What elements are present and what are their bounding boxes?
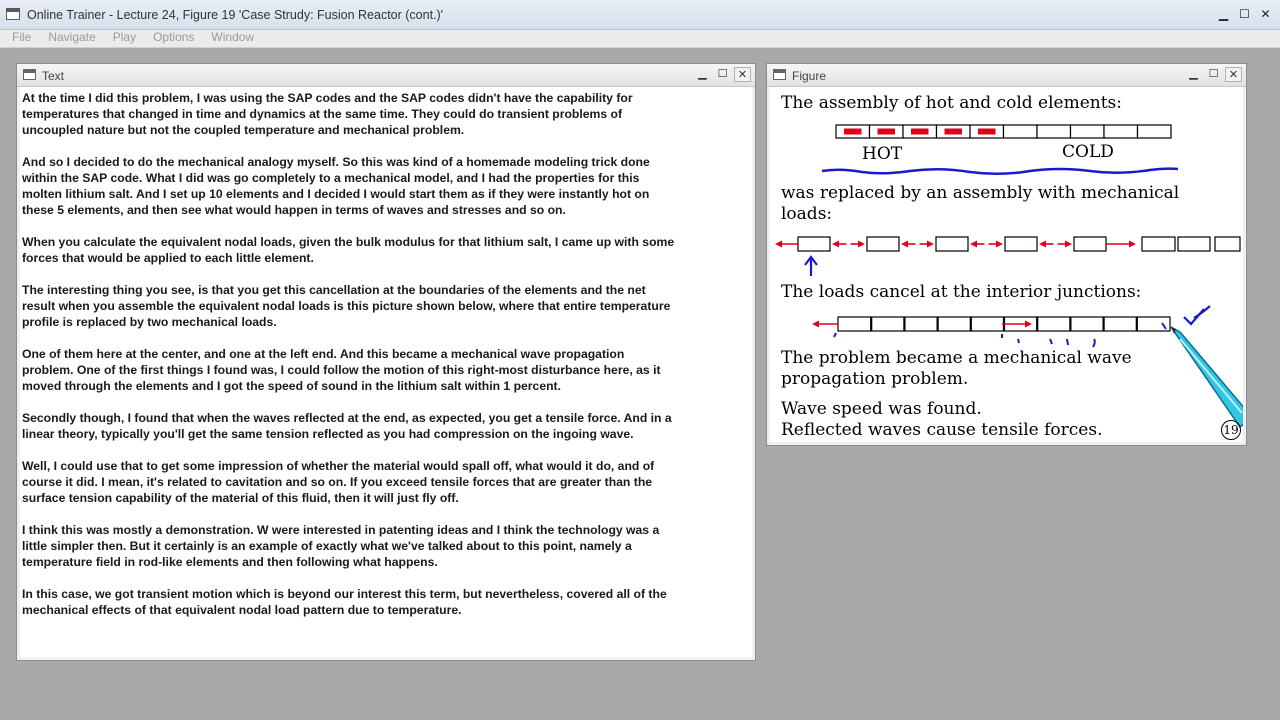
load-arrow-head <box>1065 241 1072 248</box>
figure-panel-title: Figure <box>792 69 827 83</box>
separated-element <box>1005 237 1037 251</box>
window-controls <box>1215 7 1274 22</box>
maximize-button[interactable]: ☐ <box>1239 7 1250 21</box>
figure-number: 19 <box>1223 423 1239 437</box>
menu-window[interactable]: Window <box>211 30 255 44</box>
app-window-icon <box>6 8 20 20</box>
rod-element <box>1037 125 1071 138</box>
net-loads-rod <box>812 317 1170 331</box>
text-panel-title: Text <box>42 69 65 83</box>
transcript-paragraph: When you calculate the equivalent nodal loads, given the bulk modulus for that lithium salt, I came up with some forces that would be applied to each little element. <box>22 235 675 265</box>
menu-play[interactable]: Play <box>112 30 137 44</box>
app-titlebar <box>0 0 1280 30</box>
separated-element <box>1178 237 1210 251</box>
stylus-pen-icon <box>1171 327 1243 427</box>
load-arrow-head <box>927 241 934 248</box>
load-arrow-head <box>901 241 908 248</box>
figure-caption-propagation: propagation problem. <box>781 369 969 389</box>
text-panel-titlebar[interactable] <box>17 64 755 87</box>
figure-panel-close-button[interactable]: ✕ <box>1225 67 1242 82</box>
separated-element <box>798 237 830 251</box>
rod-element <box>1104 317 1137 331</box>
hot-element-marker <box>911 129 929 135</box>
separated-element <box>1142 237 1175 251</box>
text-panel-maximize-button[interactable]: ☐ <box>717 67 728 80</box>
figure-caption-problem: The problem became a mechanical wave <box>781 348 1132 368</box>
rod-element <box>938 317 971 331</box>
figure-caption-reflected: Reflected waves cause tensile forces. <box>781 420 1103 440</box>
figure-panel-minimize-button[interactable]: ▁ <box>1189 67 1198 80</box>
load-arrow-head <box>996 241 1003 248</box>
figure-number-badge <box>1221 420 1241 440</box>
transcript-paragraph: At the time I did this problem, I was using the SAP codes and the SAP codes didn't have the capability for temperatures that changed in time and dynamics at the same time. They could do transient problems of uncoupled nature but not the coupled temperature and mechanical problem. <box>22 91 633 137</box>
close-button[interactable]: ✕ <box>1260 7 1271 21</box>
hot-element-marker <box>844 129 862 135</box>
separated-element <box>867 237 899 251</box>
app-title: Online Trainer - Lecture 24, Figure 19 'Case Strudy: Fusion Reactor (cont.)' <box>27 8 444 22</box>
panel-window-icon <box>23 69 36 80</box>
rod-element <box>971 317 1004 331</box>
rod-element <box>904 317 937 331</box>
cold-label: COLD <box>1062 142 1114 162</box>
hand-drawn-up-arrow <box>805 257 817 276</box>
hot-cold-rod <box>836 125 1171 138</box>
minimize-button[interactable]: ▁ <box>1218 7 1229 21</box>
text-panel-close-button[interactable]: ✕ <box>734 67 751 82</box>
transcript-paragraph: I think this was mostly a demonstration. W were interested in patenting ideas and I think the technology was a little simpler then. But it certainly is an example of exactly what we've talked about to this point, namely a temperature field in rod-like elements and then following what happens. <box>22 523 660 569</box>
figure-canvas <box>770 87 1243 442</box>
load-arrow-head <box>1039 241 1046 248</box>
figure-panel-titlebar[interactable] <box>767 64 1246 87</box>
rod-element <box>1004 125 1038 138</box>
rod-element <box>838 317 871 331</box>
figure-panel-maximize-button[interactable]: ☐ <box>1208 67 1219 80</box>
menu-options[interactable]: Options <box>153 30 195 44</box>
rod-element <box>871 317 904 331</box>
menu-file[interactable]: File <box>12 30 32 44</box>
transcript-paragraph: The interesting thing you see, is that you get this cancellation at the boundaries of the elements and the net result when you assemble the equivalent nodal loads is this picture shown below, where that entire temperature profile is replaced by two mechanical loads. <box>22 283 671 329</box>
transcript-text-area[interactable] <box>20 87 752 657</box>
net-load-arrow-left-end-head <box>812 321 819 328</box>
menu-bar <box>0 30 1280 48</box>
load-arrow-head <box>1129 241 1136 248</box>
separated-element <box>936 237 968 251</box>
load-arrow-head <box>775 241 782 248</box>
menu-navigate[interactable]: Navigate <box>48 30 96 44</box>
figure-caption-replaced: was replaced by an assembly with mechanical <box>781 183 1180 203</box>
figure-caption-wave-speed: Wave speed was found. <box>781 399 982 419</box>
transcript-paragraph: Well, I could use that to get some impression of whether the material would spall off, what would it do, and of course it did. I mean, it's related to cavitation and so on. If you exceed tensile forces that are greater than the surface tension capability of the material of this fluid, then it will just fly off. <box>22 459 655 505</box>
separated-element <box>1215 237 1240 251</box>
figure-panel <box>766 63 1247 446</box>
transcript-paragraph: And so I decided to do the mechanical analogy myself. So this was kind of a homemade modeling trick done within the SAP code. What I did was go completely to a mechanical model, and I had the properties for this molten lithium salt. And I set up 10 elements and I decided I would start them as if they were instantly hot on these 5 elements, and then see what would happen in terms of waves and stresses and so on. <box>22 155 650 217</box>
rod-element <box>1070 317 1103 331</box>
load-arrow-head <box>970 241 977 248</box>
figure-caption-assembly: The assembly of hot and cold elements: <box>781 93 1123 113</box>
text-panel-minimize-button[interactable]: ▁ <box>698 67 707 80</box>
hot-element-marker <box>978 129 996 135</box>
hot-element-marker <box>945 129 963 135</box>
panel-window-icon <box>773 69 786 80</box>
element-loads-rod <box>775 237 1240 251</box>
transcript-paragraph: In this case, we got transient motion which is beyond our interest this term, but nevertheless, covered all of the mechanical effects of that equivalent nodal load pattern due to temperature. <box>22 587 667 617</box>
load-arrow-head <box>832 241 839 248</box>
hot-label: HOT <box>862 144 903 164</box>
separated-element <box>1074 237 1106 251</box>
hand-drawn-underline <box>822 169 1178 174</box>
rod-element <box>1138 125 1172 138</box>
rod-element <box>1104 125 1138 138</box>
text-panel <box>16 63 756 661</box>
figure-caption-loads: loads: <box>781 204 833 224</box>
transcript-paragraph: One of them here at the center, and one at the left end. And this became a mechanical wave propagation problem. One of the first things I found was, I could follow the motion of this right-most disturbance here, as it moved through the elements and I got the speed of sound in the lithium salt within 1 percent. <box>22 347 661 393</box>
figure-caption-cancel: The loads cancel at the interior junctions: <box>781 282 1142 302</box>
load-arrow-head <box>858 241 865 248</box>
hot-element-marker <box>878 129 896 135</box>
transcript-paragraph: Secondly though, I found that when the waves reflected at the end, as expected, you get a tensile force. And in a linear theory, typically you'll get the same tension reflected as you had compression on the ingoing wave. <box>22 411 672 441</box>
rod-element <box>1071 125 1105 138</box>
rod-element <box>1037 317 1070 331</box>
hand-drawn-check-mark <box>1184 306 1210 324</box>
